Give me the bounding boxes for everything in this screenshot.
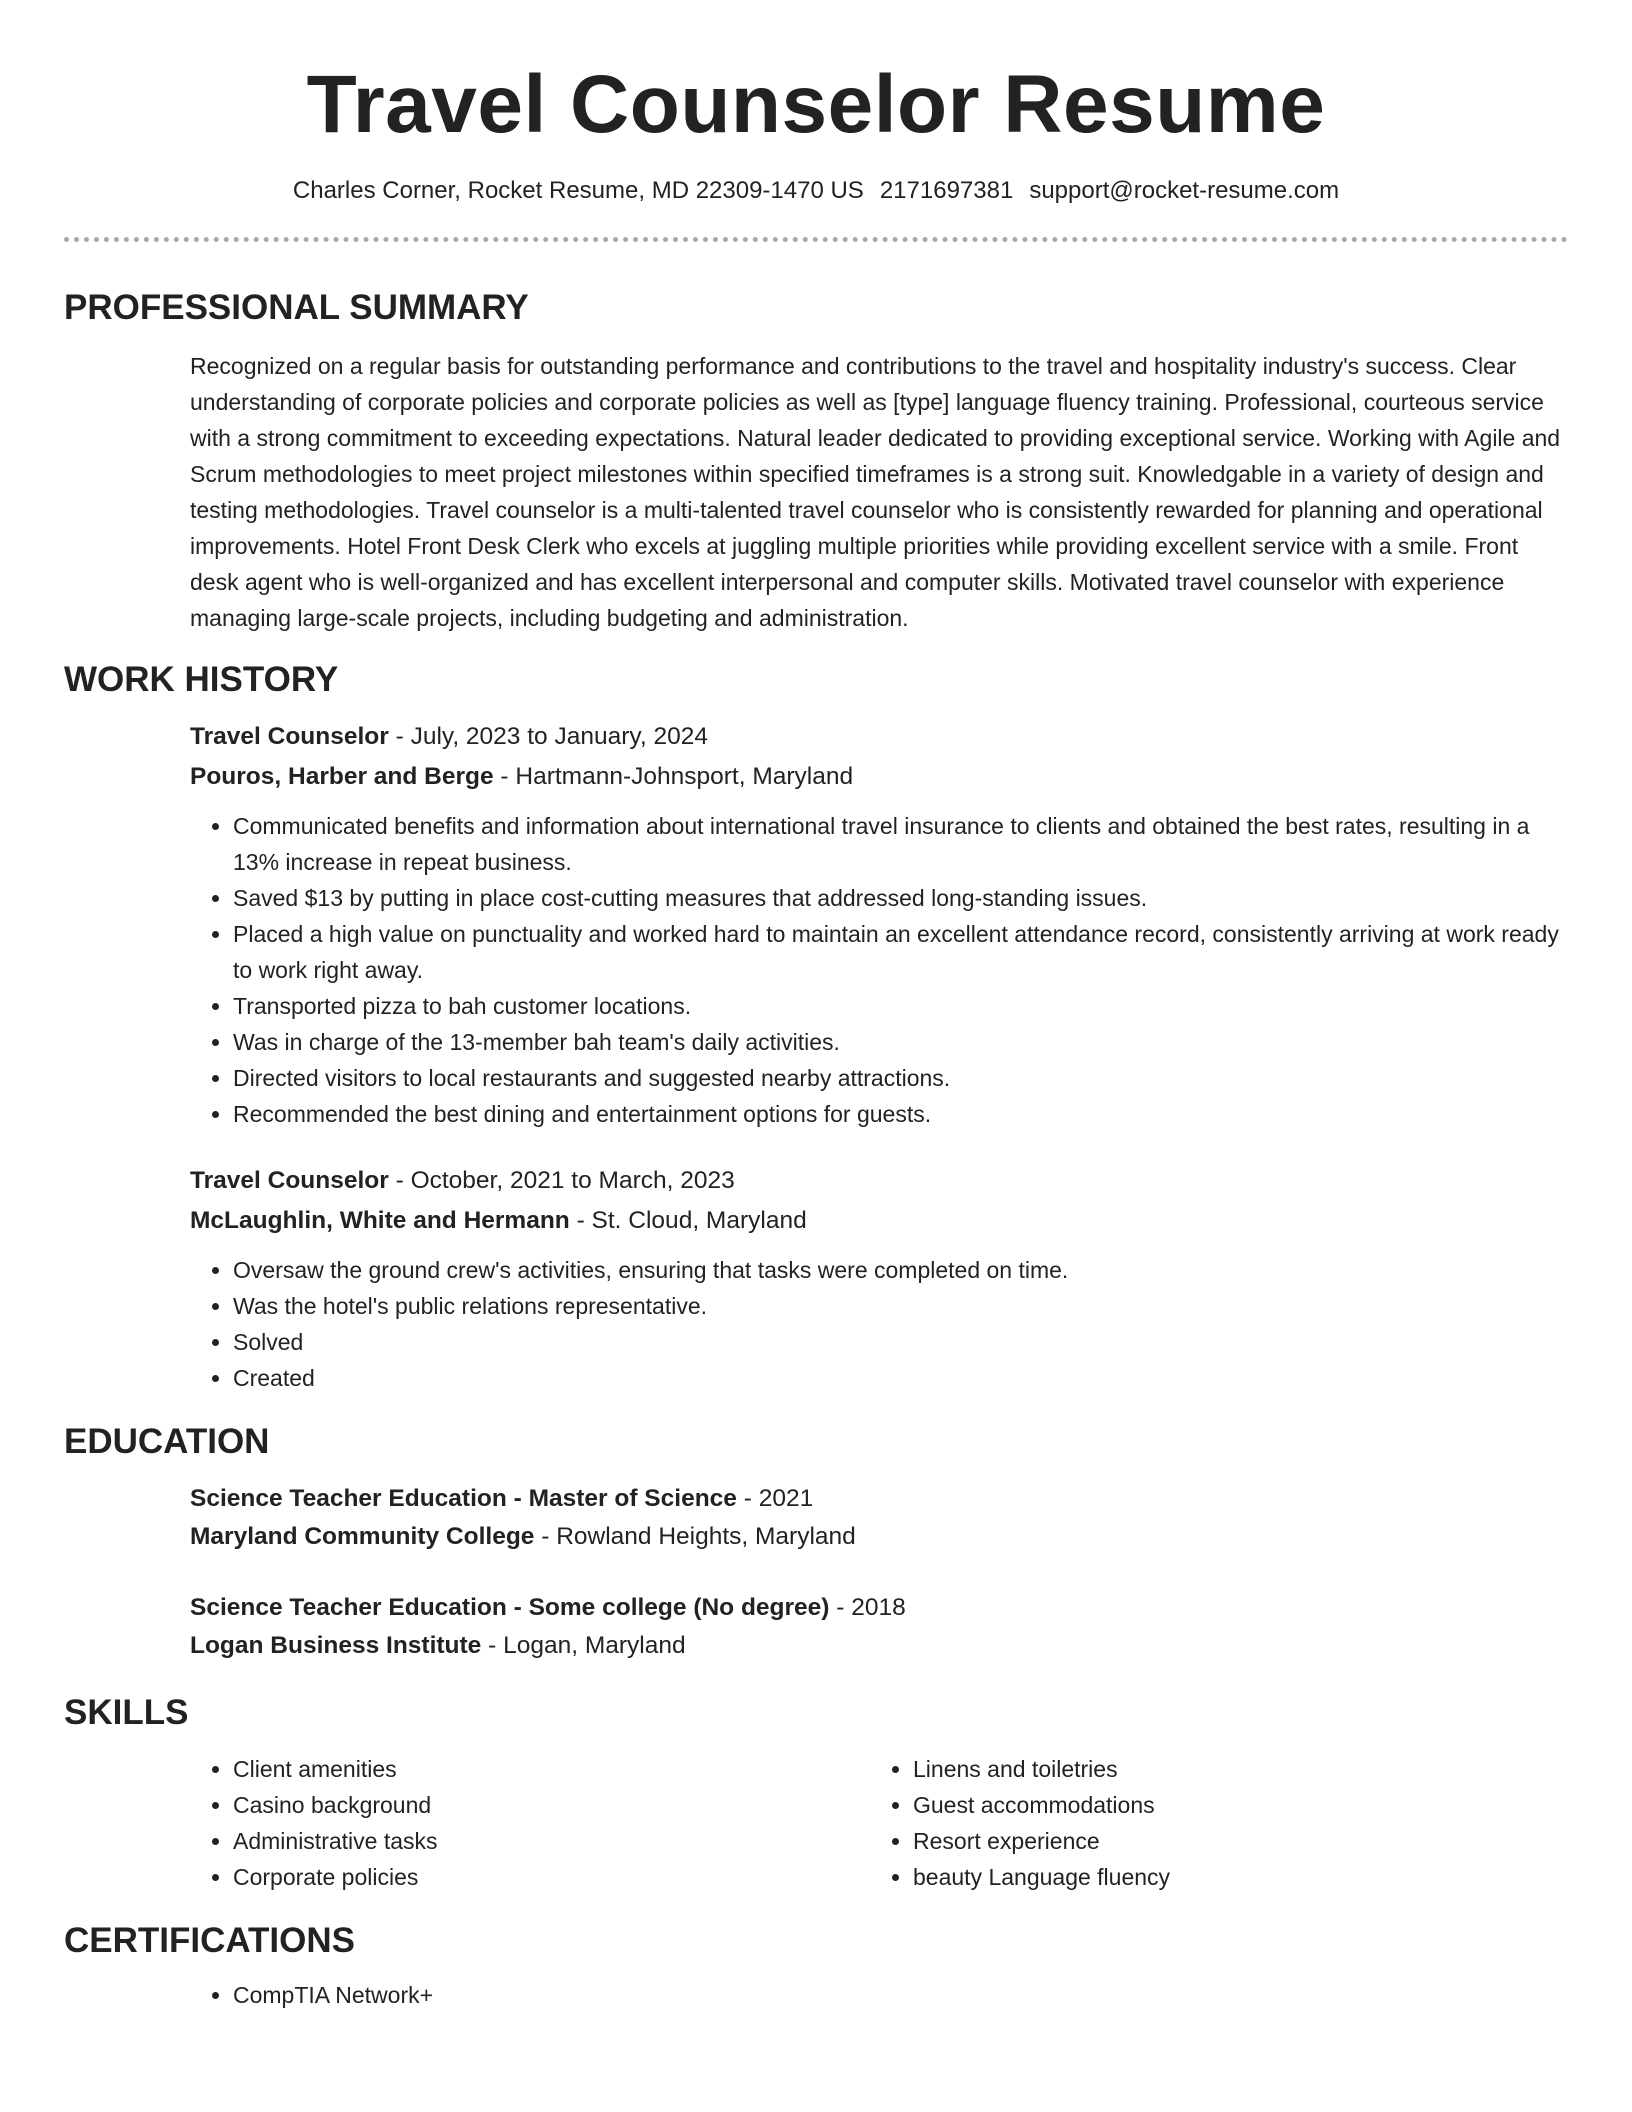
summary-heading: PROFESSIONAL SUMMARY: [64, 288, 529, 327]
contact-email: support@rocket-resume.com: [1029, 177, 1340, 204]
education-degree: Science Teacher Education - Some college (No degree): [190, 1594, 830, 1621]
list-item: • Administrative tasks: [233, 1823, 870, 1859]
education-location: - Logan, Maryland: [481, 1632, 686, 1659]
education-entry: [190, 1589, 1568, 1665]
work-history-heading: WORK HISTORY: [64, 660, 339, 699]
list-item: • Created: [233, 1360, 1568, 1396]
skills-list: [870, 1751, 1550, 1895]
job-company-line: [190, 1202, 1568, 1240]
summary-section: [190, 348, 1568, 636]
job-company-line: [190, 758, 1568, 796]
list-item: • Casino background: [233, 1787, 870, 1823]
list-item: • Resort experience: [913, 1823, 1550, 1859]
list-item: • Solved: [233, 1324, 1568, 1360]
education-year: - 2021: [736, 1485, 814, 1512]
job-title-line: [190, 718, 1568, 756]
skills-column-left: [190, 1751, 870, 1895]
job-role: Travel Counselor: [190, 723, 389, 750]
summary-text: Recognized on a regular basis for outstanding performance and contributions to the travel and hospitality industry's success. Clear understanding of corporate policies and corporate policies as well as [type] language fluency training. Professional, courteous service with a strong commitment to exceeding expectations. Natural leader dedicated to providing exceptional service. Working with Agile and Scrum methodologies to meet project milestones within specified timeframes is a strong suit. Knowledgable in a variety of design and testing methodologies. Travel counselor is a multi-talented travel counselor who is consistently rewarded for planning and operational improvements. Hotel Front Desk Clerk who excels at juggling multiple priorities while providing excellent service with a smile. Front desk agent who is well-organized and has excellent interpersonal and computer skills. Motivated travel counselor with experience managing large-scale projects, including budgeting and administration.: [190, 353, 1561, 631]
job-location: - St. Cloud, Maryland: [569, 1207, 807, 1234]
resume-page: [64, 0, 1568, 2013]
job-bullets: [190, 1252, 1568, 1396]
education-entry: [190, 1480, 1568, 1556]
list-item: • Linens and toiletries: [913, 1751, 1550, 1787]
skills-list: [190, 1751, 870, 1895]
list-item: • Client amenities: [233, 1751, 870, 1787]
education-school-line: [190, 1627, 1568, 1665]
education-heading: EDUCATION: [64, 1422, 270, 1461]
job-location: - Hartmann-Johnsport, Maryland: [493, 763, 854, 790]
job-entry: [190, 718, 1568, 1132]
contact-line: [64, 175, 1568, 207]
certifications-heading: CERTIFICATIONS: [64, 1921, 356, 1960]
job-role: Travel Counselor: [190, 1167, 389, 1194]
list-item: • Guest accommodations: [913, 1787, 1550, 1823]
job-company: McLaughlin, White and Hermann: [190, 1207, 570, 1234]
list-item: • Saved $13 by putting in place cost-cutting measures that addressed long-standing issues.: [233, 880, 1568, 916]
resume-title: Travel Counselor Resume: [306, 59, 1326, 150]
job-dates: - July, 2023 to January, 2024: [388, 723, 708, 750]
skills-heading: SKILLS: [64, 1693, 189, 1732]
education-degree: Science Teacher Education - Master of Science: [190, 1485, 737, 1512]
list-item: • beauty Language fluency: [913, 1859, 1550, 1895]
list-item: • Corporate policies: [233, 1859, 870, 1895]
job-company: Pouros, Harber and Berge: [190, 763, 494, 790]
list-item: • Directed visitors to local restaurants and suggested nearby attractions.: [233, 1060, 1568, 1096]
list-item: • Transported pizza to bah customer locations.: [233, 988, 1568, 1024]
education-school: Logan Business Institute: [190, 1632, 482, 1659]
job-bullets: [190, 808, 1568, 1132]
list-item: • Communicated benefits and information about international travel insurance to clients and obtained the best rates, resulting in a 13% increase in repeat business.: [233, 808, 1568, 880]
skills-column-right: [870, 1751, 1550, 1895]
education-school-line: [190, 1518, 1568, 1556]
education-location: - Rowland Heights, Maryland: [534, 1523, 856, 1550]
certifications-section: [190, 1977, 1568, 2013]
list-item: • Recommended the best dining and entertainment options for guests.: [233, 1096, 1568, 1132]
job-entry: [190, 1162, 1568, 1396]
education-degree-line: [190, 1589, 1568, 1627]
header-divider: [64, 237, 1568, 242]
education-school: Maryland Community College: [190, 1523, 535, 1550]
skills-grid: [190, 1751, 1568, 1895]
list-item: • Oversaw the ground crew's activities, ensuring that tasks were completed on time.: [233, 1252, 1568, 1288]
contact-address: Charles Corner, Rocket Resume, MD 22309-1470 US: [292, 177, 864, 204]
education-year: - 2018: [829, 1594, 906, 1621]
education-degree-line: [190, 1480, 1568, 1518]
certifications-list: [190, 1977, 1568, 2013]
job-dates: - October, 2021 to March, 2023: [388, 1167, 735, 1194]
list-item: • Was the hotel's public relations representative.: [233, 1288, 1568, 1324]
list-item: • Placed a high value on punctuality and worked hard to maintain an excellent attendance record, consistently arriving at work ready to work right away.: [233, 916, 1568, 988]
list-item: • Was in charge of the 13-member bah team's daily activities.: [233, 1024, 1568, 1060]
list-item: • CompTIA Network+: [233, 1977, 1568, 2013]
job-title-line: [190, 1162, 1568, 1200]
contact-phone: 2171697381: [879, 177, 1014, 204]
